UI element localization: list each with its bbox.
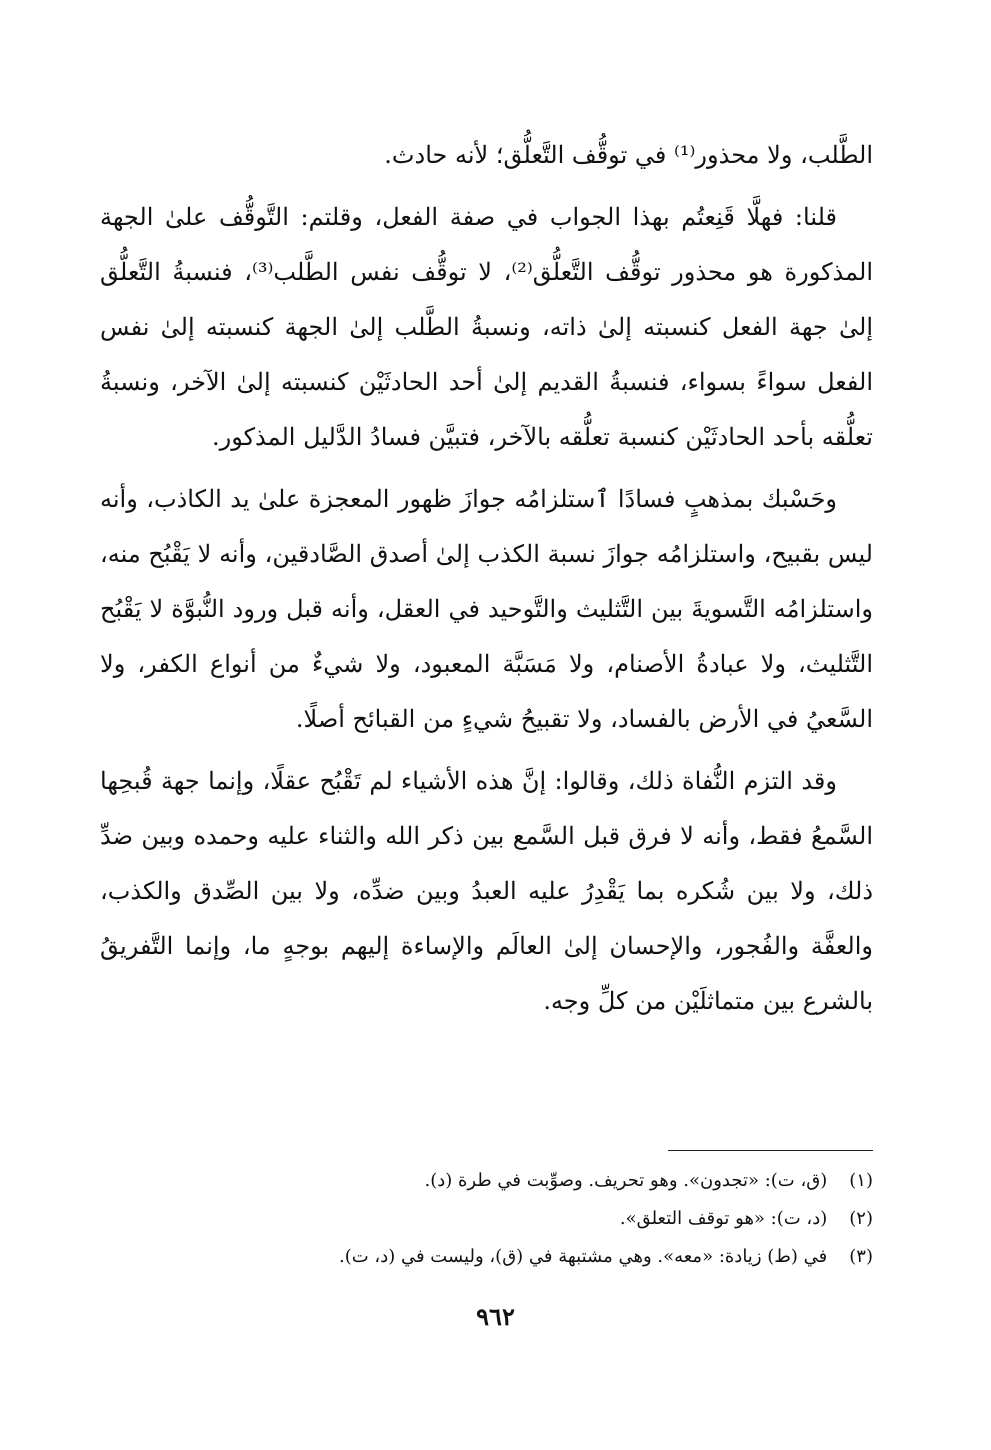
footnote-text: في (ط) زيادة: «معه». وهي مشتبهة في (ق)، وليست في (د، ت). — [338, 1246, 828, 1267]
footnote-text: (د، ت): «هو توقف التعلق». — [619, 1208, 828, 1229]
paragraph-1: الطَّلب، ولا محذور⁽¹⁾ في توقُّف التَّعلُّق؛ لأنه حادث. — [384, 141, 873, 169]
footnote-number: (٣) — [849, 1246, 873, 1267]
paragraph-3: وحَسْبك بمذهبٍ فسادًا ٱستلزامُه جوازَ ظهور المعجزة علىٰ يد الكاذب، وأنه ليس بقبيح، واستلزامُه جوازَ نسبة الكذب إلىٰ أصدق الصَّادقين، وأنه لا يَقْبُح منه، واستلزامُه التَّسويةَ بين التَّثليث والتَّوحيد في العقل، وأنه قبل ورود النُّبوَّة لا يَقْبُح التَّثليث، ولا عبادةُ الأصنام، ولا مَسَبَّة المعبود، ولا شيءٌ من أنواع الكفر، ولا السَّعيُ في الأرض بالفساد، ولا تقبيحُ شيءٍ من القبائح أصلًا. — [100, 485, 873, 733]
footnote-text: (ق، ت): «تجدون». وهو تحريف. وصوِّبت في طرة (د). — [424, 1170, 828, 1191]
footnotes — [100, 1162, 873, 1276]
footnote-number: (١) — [849, 1170, 873, 1191]
footnote-1 — [100, 1162, 873, 1200]
footnote-2 — [100, 1200, 873, 1238]
footnote-number: (٢) — [849, 1208, 873, 1229]
paragraph-2: قلنا: فهلَّا قَنِعتُم بهذا الجواب في صفة الفعل، وقلتم: التَّوقُّف علىٰ الجهة المذكورة هو محذور توقُّف التَّعلُّق⁽²⁾، لا توقُّف نفس الطَّلب⁽³⁾، فنسبةُ التَّعلُّق إلىٰ جهة الفعل كنسبته إلىٰ ذاته، ونسبةُ الطَّلب إلىٰ الجهة كنسبته إلىٰ نفس الفعل سواءً بسواء، فنسبةُ القديم إلىٰ أحد الحادثَيْن كنسبته إلىٰ الآخر، ونسبةُ تعلُّقه بأحد الحادثَيْن كنسبة تعلُّقه بالآخر، فتبيَّن فسادُ الدَّليل المذكور. — [100, 203, 873, 451]
footnote-3 — [100, 1238, 873, 1276]
paragraph-4: وقد التزم النُّفاة ذلك، وقالوا: إنَّ هذه الأشياء لم تَقْبُح عقلًا، وإنما جهة قُبحِها السَّمعُ فقط، وأنه لا فرق قبل السَّمع بين ذكر الله والثناء عليه وحمده وبين ضدِّ ذلك، ولا بين شُكره بما يَقْدِرُ عليه العبدُ وبين ضدِّه، ولا بين الصِّدق والكذب، والعفَّة والفُجور، والإحسان إلىٰ العالَم والإساءة إليهم بوجهٍ ما، وإنما التَّفريقُ بالشرع بين متماثلَيْن من كلِّ وجه. — [100, 767, 874, 1015]
footnote-separator — [668, 1150, 873, 1151]
main-text — [100, 128, 873, 1036]
page-number: ٩٦٢ — [476, 1302, 515, 1331]
